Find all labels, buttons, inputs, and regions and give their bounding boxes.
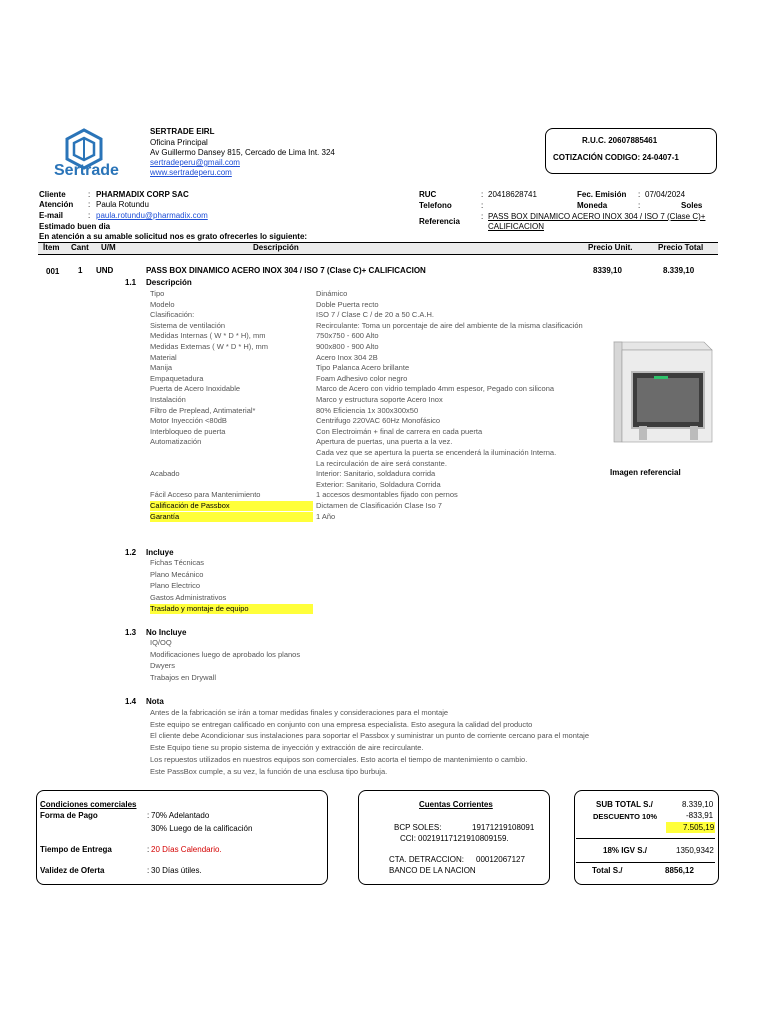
include-item: Gastos Administrativos bbox=[150, 592, 227, 602]
delivery-value: 20 Días Calendario. bbox=[151, 845, 222, 854]
sec-1-4-title: Nota bbox=[146, 697, 164, 706]
include-item: Fichas Técnicas bbox=[150, 558, 205, 567]
ruc-box bbox=[545, 128, 717, 174]
image-caption: Imagen referencial bbox=[610, 468, 681, 477]
spec-value: Centrifugo 220VAC 60Hz Monofásico bbox=[316, 416, 441, 426]
company-address: Av Guillermo Dansey 815, Cercado de Lima Int. 324 bbox=[150, 148, 335, 157]
spec-label: Motor Inyección <80dB bbox=[150, 416, 227, 426]
line-total: 8.339,10 bbox=[663, 266, 695, 275]
net-value: 7.505,19 bbox=[683, 823, 715, 832]
spec-label: Tipo bbox=[150, 289, 165, 298]
spec-value: Marco de Acero con vidrio templado 4mm espesor, Pegado con silicona bbox=[316, 384, 555, 394]
spec-label: Interbloqueo de puerta bbox=[150, 426, 226, 436]
spec-label: Medidas Internas ( W * D * H), mm bbox=[150, 331, 266, 341]
spec-value: Dinámico bbox=[316, 289, 348, 298]
spec-label: Fácil Acceso para Mantenimiento bbox=[150, 490, 261, 500]
attention-colon: : bbox=[88, 200, 91, 209]
th-desc: Descripción bbox=[253, 243, 299, 252]
company-web-link[interactable]: www.sertradeperu.com bbox=[150, 168, 232, 177]
attention-value: Paula Rotundu bbox=[96, 200, 149, 209]
ruc-value: 20418628741 bbox=[488, 190, 537, 199]
payment-1: 70% Adelantado bbox=[151, 811, 210, 820]
spec-label: Manija bbox=[150, 363, 173, 373]
total-label: Total S./ bbox=[592, 866, 623, 875]
th-item: Ítem bbox=[43, 243, 60, 252]
passbox-image bbox=[604, 336, 716, 448]
client-value: PHARMADIX CORP SAC bbox=[96, 190, 189, 199]
reference-colon: : bbox=[481, 212, 484, 221]
th-um: U/M bbox=[101, 243, 116, 252]
spec-value: Doble Puerta recto bbox=[316, 299, 379, 309]
sec-1-2-num: 1.2 bbox=[125, 548, 137, 557]
line-item: 001 bbox=[46, 267, 60, 276]
reference-line-1: PASS BOX DINAMICO ACERO INOX 304 / ISO 7 (Clase C)+ bbox=[488, 212, 706, 221]
exclude-item: Dwyers bbox=[150, 661, 176, 671]
validity-label: Validez de Oferta bbox=[40, 866, 105, 875]
include-item: Plano Electrico bbox=[150, 581, 201, 591]
note-item: Antes de la fabricación se irán a tomar medidas finales y consideraciones para el montaje bbox=[150, 708, 449, 717]
igv-value: 1350,9342 bbox=[676, 846, 714, 855]
cci-label: CCI: bbox=[400, 834, 416, 843]
phone-colon: : bbox=[481, 201, 484, 210]
spec-value: ISO 7 / Clase C / de 20 a 50 C.A.H. bbox=[316, 310, 434, 320]
ruc-number: R.U.C. 20607885461 bbox=[582, 136, 658, 145]
include-item: Traslado y montaje de equipo bbox=[150, 604, 313, 614]
sec-1-1-title: Descripción bbox=[146, 278, 192, 287]
sec-1-4-num: 1.4 bbox=[125, 697, 137, 706]
payment-colon: : bbox=[147, 811, 150, 820]
spec-label: Instalación bbox=[150, 395, 186, 404]
igv-label: 18% IGV S./ bbox=[603, 846, 648, 855]
spec-label: Sistema de ventilación bbox=[150, 320, 226, 330]
bank-name: BANCO DE LA NACION bbox=[389, 866, 476, 875]
greeting: Estimado buen dia bbox=[39, 222, 111, 231]
attention-label: Atención bbox=[39, 200, 74, 209]
spec-value: Dictamen de Clasificación Clase Iso 7 bbox=[316, 501, 442, 510]
spec-value: Interior: Sanitario, soldadura corrida bbox=[316, 469, 436, 479]
currency-label: Moneda bbox=[577, 201, 608, 210]
spec-label: Calificación de Passbox bbox=[150, 501, 313, 511]
th-unit: Precio Unit. bbox=[588, 243, 633, 252]
spec-label: Acabado bbox=[150, 469, 180, 479]
discount-value: -833,91 bbox=[686, 811, 714, 820]
discount-label: DESCUENTO 10% bbox=[593, 812, 658, 821]
line-desc: PASS BOX DINAMICO ACERO INOX 304 / ISO 7 (Clase C)+ CALIFICACION bbox=[146, 266, 426, 275]
company-name: SERTRADE EIRL bbox=[150, 127, 215, 136]
exclude-item: IQ/OQ bbox=[150, 638, 172, 647]
spec-value: Exterior: Sanitario, Soldadura Corrida bbox=[316, 479, 441, 489]
spec-value: 80% Eficiencia 1x 300x300x50 bbox=[316, 405, 419, 415]
logo-text: Sertrade bbox=[54, 162, 119, 179]
spec-value: Tipo Palanca Acero brillante bbox=[316, 363, 410, 373]
email-label: E-mail bbox=[39, 211, 64, 220]
spec-value: Marco y estructura soporte Acero Inox bbox=[316, 395, 443, 404]
currency-value: Soles bbox=[681, 201, 703, 210]
spec-value: Con Electroimán + final de carrera en cada puerta bbox=[316, 426, 483, 436]
note-item: Los repuestos utilizados en nuestros equipos son comerciales. Esto acorta el tiempo de mantenimiento o cambio. bbox=[150, 754, 528, 764]
ruc-colon: : bbox=[481, 190, 484, 199]
client-label: Cliente bbox=[39, 190, 66, 199]
spec-value: La recirculación de aire será constante. bbox=[316, 458, 447, 468]
spec-label: Material bbox=[150, 352, 177, 362]
client-colon: : bbox=[88, 190, 91, 199]
conditions-title: Condiciones comerciales bbox=[40, 800, 137, 809]
phone-label: Telefono bbox=[419, 201, 452, 210]
line-unit: 8339,10 bbox=[593, 266, 622, 275]
spec-value: 900x800 - 900 Alto bbox=[316, 342, 379, 351]
sec-1-3-num: 1.3 bbox=[125, 628, 137, 637]
bcp-label: BCP SOLES: bbox=[394, 823, 442, 832]
spec-value: Apertura de puertas, una puerta a la vez. bbox=[316, 437, 453, 447]
accounts-title: Cuentas Corrientes bbox=[419, 800, 493, 809]
issue-date-label: Fec. Emisión bbox=[577, 190, 627, 199]
spec-value: 1 accesos desmontables fijado con pernos bbox=[316, 490, 458, 500]
spec-value: 750x750 - 600 Alto bbox=[316, 331, 379, 341]
note-item: Este equipo se entregan calificado en conjunto con una empresa especialista. Esto asegura la calidad del producto bbox=[150, 719, 533, 729]
exclude-item: Modificaciones luego de aprobado los planos bbox=[150, 649, 301, 659]
reference-label: Referencia bbox=[419, 217, 460, 226]
spec-label: Clasificación: bbox=[150, 310, 195, 320]
currency-colon: : bbox=[638, 201, 641, 210]
validity-colon: : bbox=[147, 866, 150, 875]
subtotal-label: SUB TOTAL S./ bbox=[596, 800, 653, 809]
spec-label: Empaquetadura bbox=[150, 373, 204, 383]
reference-line-2: CALIFICACION bbox=[488, 222, 545, 231]
ruc-label: RUC bbox=[419, 190, 437, 199]
cci-value: 00219117121910809159. bbox=[418, 834, 509, 843]
issue-date-value: 07/04/2024 bbox=[645, 190, 686, 199]
bcp-value: 19171219108091 bbox=[472, 823, 535, 832]
sec-1-3-title: No Incluye bbox=[146, 628, 187, 637]
spec-value: Acero Inox 304 2B bbox=[316, 352, 378, 362]
company-email-link[interactable]: sertradeperu@gmail.com bbox=[150, 158, 240, 167]
spec-value: Foam Adhesivo color negro bbox=[316, 373, 408, 383]
line-um: UND bbox=[96, 266, 114, 275]
quote-code: COTIZACIÓN CODIGO: 24-0407-1 bbox=[553, 153, 679, 162]
spec-label: Garantía bbox=[150, 512, 313, 522]
issue-date-colon: : bbox=[638, 190, 641, 199]
note-item: Este PassBox cumple, a su vez, la función de una esclusa tipo burbuja. bbox=[150, 766, 388, 776]
spec-value: Recirculante: Toma un porcentaje de aire del ambiente de la misma clasificación bbox=[316, 320, 583, 330]
intro-text: En atención a su amable solicitud nos es grato ofrecerles lo siguiente: bbox=[39, 232, 308, 241]
spec-label: Medidas Externas ( W * D * H), mm bbox=[150, 342, 268, 351]
payment-label: Forma de Pago bbox=[40, 811, 98, 820]
totals-divider-2 bbox=[576, 862, 715, 863]
spec-value: 1 Año bbox=[316, 511, 336, 521]
spec-label: Puerta de Acero Inoxidable bbox=[150, 384, 241, 394]
spec-label: Automatización bbox=[150, 437, 202, 447]
client-email-link[interactable]: paula.rotundu@pharmadix.com bbox=[96, 211, 208, 220]
detraccion-label: CTA. DETRACCION: bbox=[389, 855, 464, 864]
spec-value: Cada vez que se apertura la puerta se encenderá la iluminación Interna. bbox=[316, 448, 557, 457]
spec-label: Modelo bbox=[150, 299, 175, 309]
validity-value: 30 Días útiles. bbox=[151, 866, 202, 875]
email-colon: : bbox=[88, 211, 91, 220]
exclude-item: Trabajos en Drywall bbox=[150, 672, 216, 682]
detraccion-value: 00012067127 bbox=[476, 855, 525, 864]
sec-1-2-title: Incluye bbox=[146, 548, 174, 557]
note-item: El cliente debe Acondicionar sus instalaciones para soportar el Passbox y suministrar un punto de corriente cercano para el montaje bbox=[150, 731, 589, 741]
sec-1-1-num: 1.1 bbox=[125, 278, 137, 287]
spec-label: Filtro de Preplead, Antimaterial* bbox=[150, 405, 256, 415]
line-cant: 1 bbox=[78, 266, 83, 275]
include-item: Plano Mecánico bbox=[150, 569, 204, 579]
delivery-label: Tiempo de Entrega bbox=[40, 845, 112, 854]
th-cant: Cant bbox=[71, 243, 89, 252]
th-total: Precio Total bbox=[658, 243, 704, 252]
company-office: Oficina Principal bbox=[150, 138, 208, 147]
subtotal-value: 8.339,10 bbox=[682, 800, 714, 809]
note-item: Este Equipo tiene su propio sistema de inyección y extracción de aire recirculante. bbox=[150, 743, 424, 753]
totals-divider-1 bbox=[576, 838, 715, 839]
delivery-colon: : bbox=[147, 845, 150, 854]
payment-2: 30% Luego de la calificación bbox=[151, 824, 253, 833]
total-value: 8856,12 bbox=[665, 866, 694, 875]
